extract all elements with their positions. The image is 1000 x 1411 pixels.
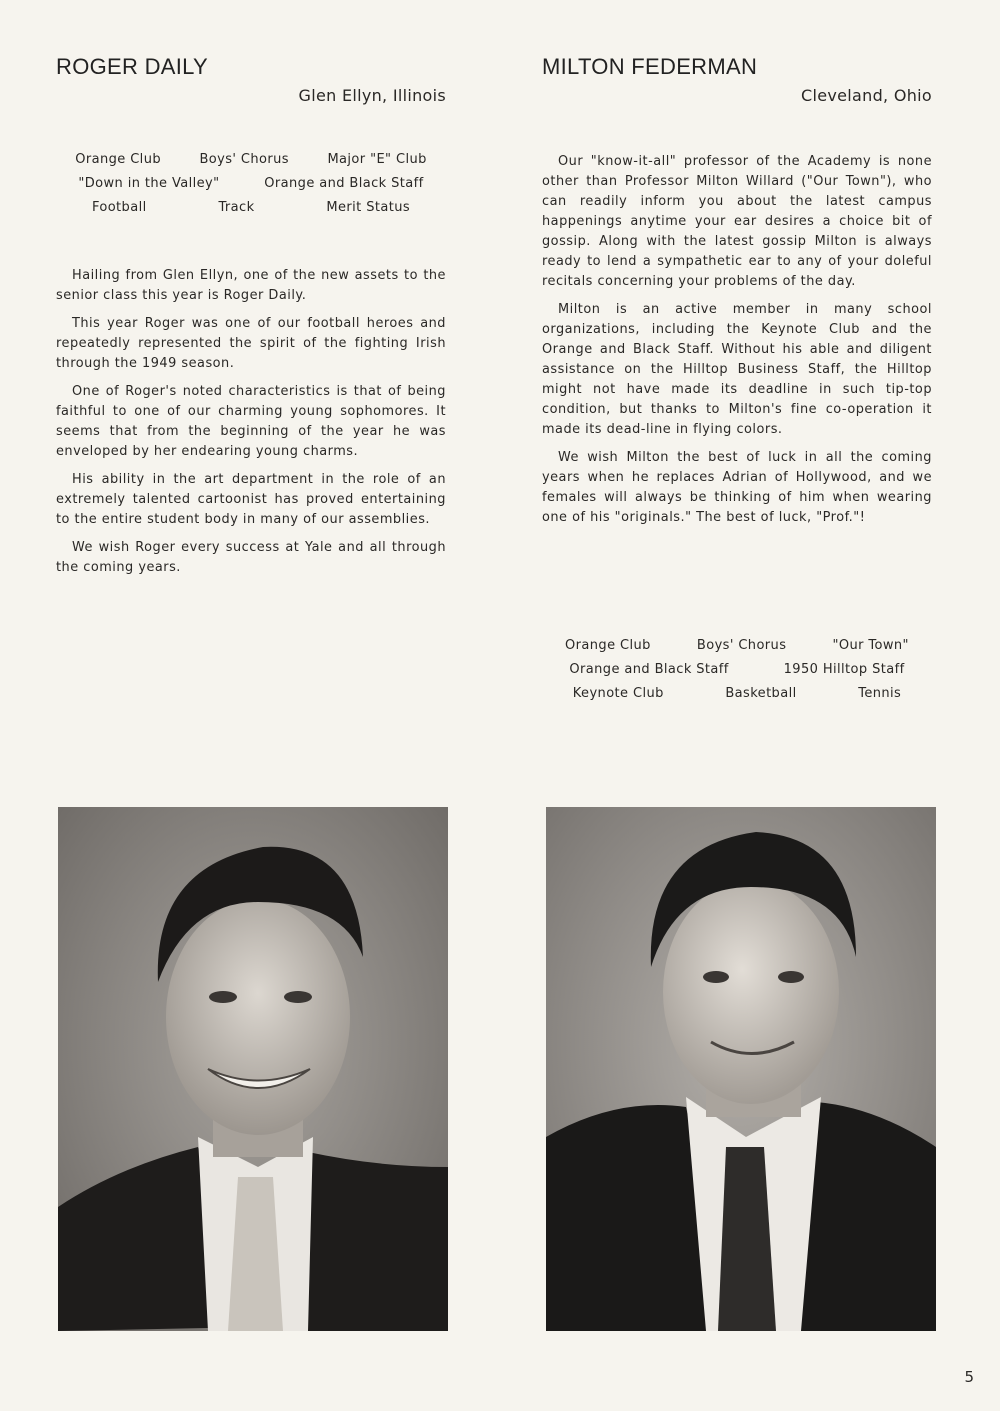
- activity: Boys' Chorus: [696, 638, 787, 653]
- activity: 1950 Hilltop Staff: [783, 662, 905, 677]
- bio-paragraph: His ability in the art department in the role of an extremely talented cartoonist has proved entertaining to the entire student body in many of our assemblies.: [56, 472, 446, 527]
- bio-paragraph: We wish Roger every success at Yale and all through the coming years.: [56, 540, 446, 575]
- student-name: MILTON FEDERMAN: [542, 54, 758, 79]
- page-number: 5: [964, 1368, 974, 1386]
- activity: Football: [91, 200, 147, 215]
- bio-paragraph: Our "know-it-all" professor of the Academy is none other than Professor Milton Willard ("Our Town"), who can readily inform you about the latest campus happenings anytime your ear desires a choice bit of gossip. Along with the latest gossip Milton is always ready to lend a sympathetic ear to any of your doleful recitals concerning your problems of the day.: [542, 154, 932, 289]
- activity: Orange and Black Staff: [264, 176, 424, 191]
- student-name: ROGER DAILY: [56, 54, 209, 79]
- activities-row: [542, 634, 932, 658]
- activities-row: [56, 172, 446, 196]
- activity: Orange Club: [565, 638, 651, 653]
- activities-row: [542, 658, 932, 682]
- portrait-illustration: [546, 807, 936, 1331]
- activity: Track: [218, 200, 255, 215]
- activity: Basketball: [725, 686, 797, 701]
- activity: Boys' Chorus: [199, 152, 289, 167]
- activities-row: [56, 196, 446, 220]
- activities-list: [56, 148, 446, 220]
- activity: "Our Town": [832, 638, 909, 653]
- portrait-illustration: [58, 807, 448, 1331]
- activities-row: [56, 148, 446, 172]
- activity: Orange and Black Staff: [569, 662, 729, 677]
- bio-paragraph: Hailing from Glen Ellyn, one of the new assets to the senior class this year is Roger Daily.: [56, 268, 446, 303]
- activity: Major "E" Club: [327, 152, 427, 167]
- student-hometown: Cleveland, Ohio: [801, 86, 932, 105]
- bio-paragraph: This year Roger was one of our football heroes and repeatedly represented the spirit of the fighting Irish through the 1949 season.: [56, 316, 446, 371]
- portrait-photo-roger-daily: [58, 807, 448, 1331]
- activity: Orange Club: [75, 152, 161, 167]
- portrait-photo-milton-federman: [546, 807, 936, 1331]
- activity: Keynote Club: [572, 686, 664, 701]
- bio-paragraph: Milton is an active member in many school organizations, including the Keynote Club and the Orange and Black Staff. Without his able and diligent assistance on the Hilltop Business Staff, the Hilltop might not have made its deadline in such tip-top condition, but thanks to Milton's fine co-operation it made its dead-line in flying colors.: [542, 302, 932, 437]
- activities-row: [542, 682, 932, 706]
- student-bio: [56, 266, 446, 586]
- student-bio: [542, 152, 932, 536]
- activity: Tennis: [858, 686, 902, 701]
- student-hometown: Glen Ellyn, Illinois: [298, 86, 446, 105]
- bio-paragraph: We wish Milton the best of luck in all the coming years when he replaces Adrian of Hollywood, and we females will always be thinking of him when wearing one of his "originals." The best of luck, "Prof."!: [542, 450, 932, 525]
- activity: "Down in the Valley": [78, 176, 220, 191]
- activity: Merit Status: [326, 200, 411, 215]
- bio-paragraph: One of Roger's noted characteristics is that of being faithful to one of our charming young sophomores. It seems that from the beginning of the year he was enveloped by her endearing young charms.: [56, 384, 446, 459]
- activities-list: [542, 634, 932, 706]
